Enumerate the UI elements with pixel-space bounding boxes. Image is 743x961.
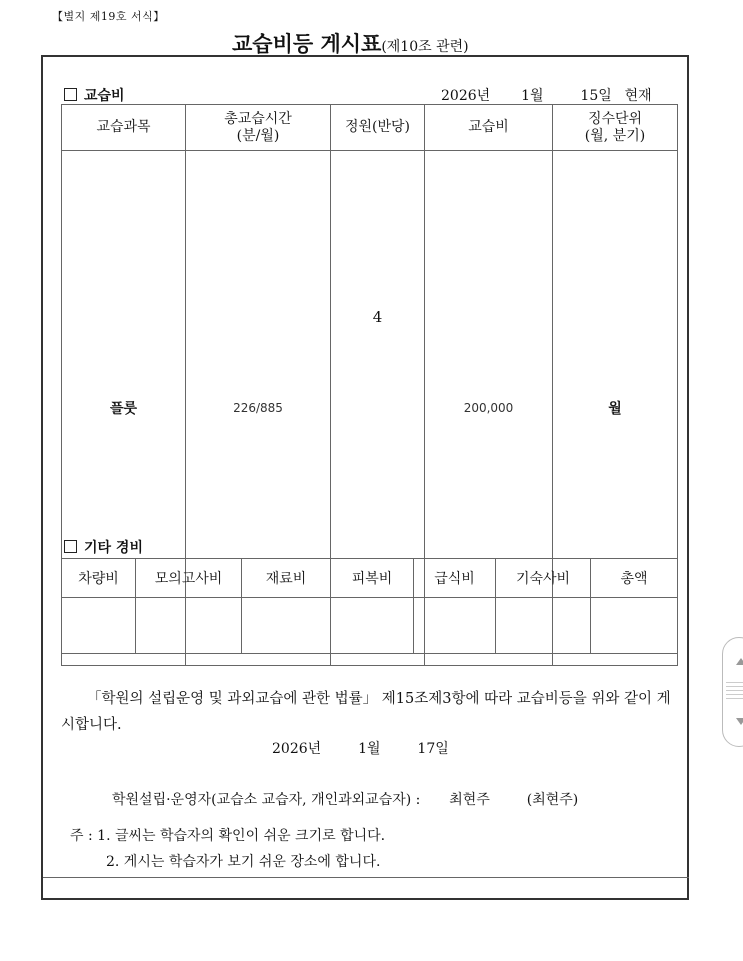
scroll-control[interactable] [722,637,743,747]
posting-date [272,738,449,758]
tuition-section-heading [64,85,125,105]
operator-label: 학원설립·운영자(교습소 교습자, 개인과외교습자) : [112,792,421,808]
notes-prefix: 주 : [70,828,93,844]
scroll-down-arrow-icon[interactable] [736,718,743,725]
col-header-subject: 교습과목 [62,105,186,151]
cell-clothing [331,598,414,654]
cell-dormitory [496,598,591,654]
legal-statement: 「학원의 설립운영 및 과외교습에 관한 법률」 제15조제3항에 따라 교습비등을 위와 같이 게시합니다. [61,691,671,733]
cell-meals [414,598,496,654]
scroll-grip-icon[interactable] [726,682,743,702]
form-number-label: 【별지 제19호 서식】 [52,10,165,23]
col-header-materials: 재료비 [242,559,331,598]
as-of-suffix: 현재 [624,88,652,104]
bottom-divider [43,877,689,878]
col-header-total-hours: 총교습시간 (분/월) [186,105,331,151]
scroll-up-arrow-icon[interactable] [736,658,743,665]
col-header-mock-exam: 모의고사비 [136,559,242,598]
tuition-heading-text: 교습비 [84,88,125,104]
cell-collection-unit: 월 [553,151,678,666]
cell-materials [242,598,331,654]
checkbox-icon [64,540,77,553]
col-header-meals: 급식비 [414,559,496,598]
tuition-header-row [62,105,678,151]
col-header-fee: 교습비 [425,105,553,151]
cell-subject: 플룻 [62,151,186,666]
other-expenses-table [61,558,678,654]
col-header-clothing: 피복비 [331,559,414,598]
title-main: 교습비등 게시표 [232,32,382,56]
col-header-vehicle: 차량비 [62,559,136,598]
note-item: 2. 게시는 학습자가 보기 쉬운 장소에 합니다. [106,854,381,870]
posting-year: 2026년 [272,741,322,757]
posting-month: 1월 [358,741,381,757]
cell-vehicle [62,598,136,654]
cell-capacity: 4 [331,151,425,666]
cell-fee: 200,000 [425,151,553,666]
col-header-total: 총액 [591,559,678,598]
notes-block [70,823,385,875]
cell-mock-exam [136,598,242,654]
col-header-capacity: 정원(반당) [331,105,425,151]
as-of-date [441,85,652,105]
operator-signature: (최현주) [526,792,579,808]
cell-total [591,598,678,654]
note-item: 주 : 1. 글씨는 학습자의 확인이 쉬운 크기로 합니다. [70,828,386,844]
operator-line [112,789,578,809]
other-expenses-header-row [62,559,678,598]
cell-total-hours: 226/885 [186,151,331,666]
other-expenses-heading [64,537,143,557]
posting-day: 17일 [417,741,449,757]
col-header-dormitory: 기숙사비 [496,559,591,598]
table-row [62,598,678,654]
title-subtitle: (제10조 관련) [381,39,469,55]
operator-name: 최현주 [449,792,490,808]
as-of-year: 2026년 [441,88,491,104]
as-of-day: 15일 [580,88,612,104]
as-of-month: 1월 [521,88,544,104]
checkbox-icon [64,88,77,101]
other-expenses-heading-text: 기타 경비 [84,540,143,556]
col-header-collection-unit: 징수단위 (월, 분기) [553,105,678,151]
page-title [232,28,469,58]
